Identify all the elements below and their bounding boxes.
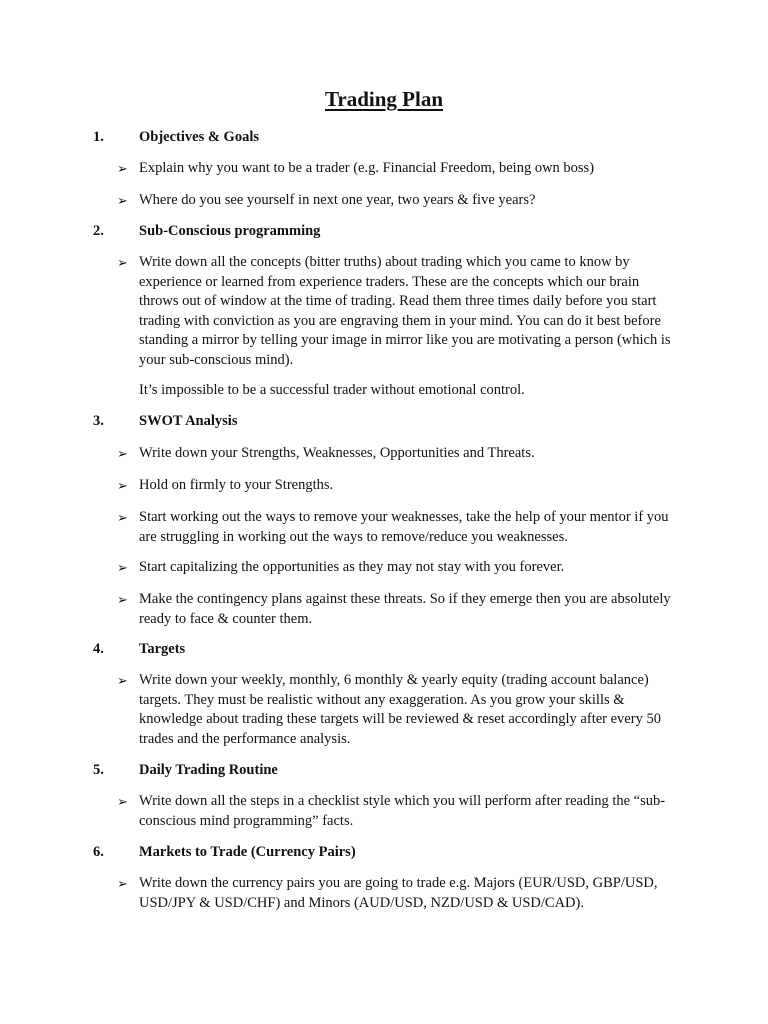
section-number: 6. xyxy=(93,844,104,860)
section-heading-targets xyxy=(93,640,185,659)
section-number: 5. xyxy=(93,762,104,778)
list-item xyxy=(117,671,677,749)
section-title: SWOT Analysis xyxy=(139,413,238,429)
arrow-bullet-icon: ➢ xyxy=(117,446,128,461)
arrow-bullet-icon: ➢ xyxy=(117,794,128,809)
arrow-bullet-icon: ➢ xyxy=(117,478,128,493)
list-item xyxy=(117,253,677,370)
list-item xyxy=(117,590,677,629)
list-item-text: Start capitalizing the opportunities as they may not stay with you forever. xyxy=(139,559,565,575)
section-heading-daily-routine xyxy=(93,761,278,780)
list-item-text: Explain why you want to be a trader (e.g. Financial Freedom, being own boss) xyxy=(139,160,595,176)
arrow-bullet-icon: ➢ xyxy=(117,876,128,891)
section-number: 3. xyxy=(93,413,104,429)
section-heading-objectives xyxy=(93,128,259,147)
list-item-text: Write down all the concepts (bitter truths) about trading which you came to know by experience or learned from experience traders. These are the concepts which our brain throws out of window at the time of trading. Read them three times daily before you start trading with conviction as you are engraving them in your mind. You can do it best before standing a mirror by telling your image in mirror like you are motivating a person (which is your sub-conscious mind). xyxy=(139,254,671,368)
list-item xyxy=(117,191,677,211)
arrow-bullet-icon: ➢ xyxy=(117,673,128,688)
arrow-bullet-icon: ➢ xyxy=(117,161,128,176)
list-item xyxy=(117,792,677,831)
document-title: Trading Plan xyxy=(324,87,444,111)
section-title: Markets to Trade (Currency Pairs) xyxy=(139,844,356,860)
section-heading-markets xyxy=(93,843,356,862)
section-number: 1. xyxy=(93,129,104,145)
section-title: Daily Trading Routine xyxy=(139,762,278,778)
list-item-text: Write down your Strengths, Weaknesses, Opportunities and Threats. xyxy=(139,445,535,461)
section-number: 2. xyxy=(93,223,104,239)
section-note: It’s impossible to be a successful trader without emotional control. xyxy=(139,382,525,398)
list-item-text: Write down your weekly, monthly, 6 monthly & yearly equity (trading account balance) targets. They must be realistic without any exaggeration. As you grow your skills & knowledge about trading these targets will be reviewed & reset accordingly after every 50 trades and the performance analysis. xyxy=(139,672,661,747)
list-item xyxy=(117,508,677,547)
list-item-text: Write down the currency pairs you are going to trade e.g. Majors (EUR/USD, GBP/USD, USD/JPY & USD/CHF) and Minors (AUD/USD, NZD/USD & USD/CAD). xyxy=(139,875,658,911)
list-item-text: Write down all the steps in a checklist style which you will perform after reading the “sub-conscious mind programming” facts. xyxy=(139,793,666,829)
section-heading-subconscious xyxy=(93,222,320,241)
arrow-bullet-icon: ➢ xyxy=(117,255,128,270)
list-item xyxy=(117,874,677,913)
list-item-text: Where do you see yourself in next one year, two years & five years? xyxy=(139,192,536,208)
list-item xyxy=(117,159,677,179)
arrow-bullet-icon: ➢ xyxy=(117,560,128,575)
list-item xyxy=(117,558,677,578)
list-item xyxy=(117,476,677,496)
list-item-text: Start working out the ways to remove your weaknesses, take the help of your mentor if you are struggling in working out the ways to remove/reduce you weaknesses. xyxy=(139,509,669,545)
section-title: Sub-Conscious programming xyxy=(139,223,321,239)
list-item-text: Hold on firmly to your Strengths. xyxy=(139,477,334,493)
section-title: Objectives & Goals xyxy=(139,129,260,145)
arrow-bullet-icon: ➢ xyxy=(117,592,128,607)
arrow-bullet-icon: ➢ xyxy=(117,193,128,208)
arrow-bullet-icon: ➢ xyxy=(117,510,128,525)
list-item xyxy=(117,444,677,464)
section-title: Targets xyxy=(139,641,186,657)
section-heading-swot xyxy=(93,412,237,431)
section-number: 4. xyxy=(93,641,104,657)
list-item-text: Make the contingency plans against these threats. So if they emerge then you are absolutely ready to face & counter them. xyxy=(139,591,671,627)
